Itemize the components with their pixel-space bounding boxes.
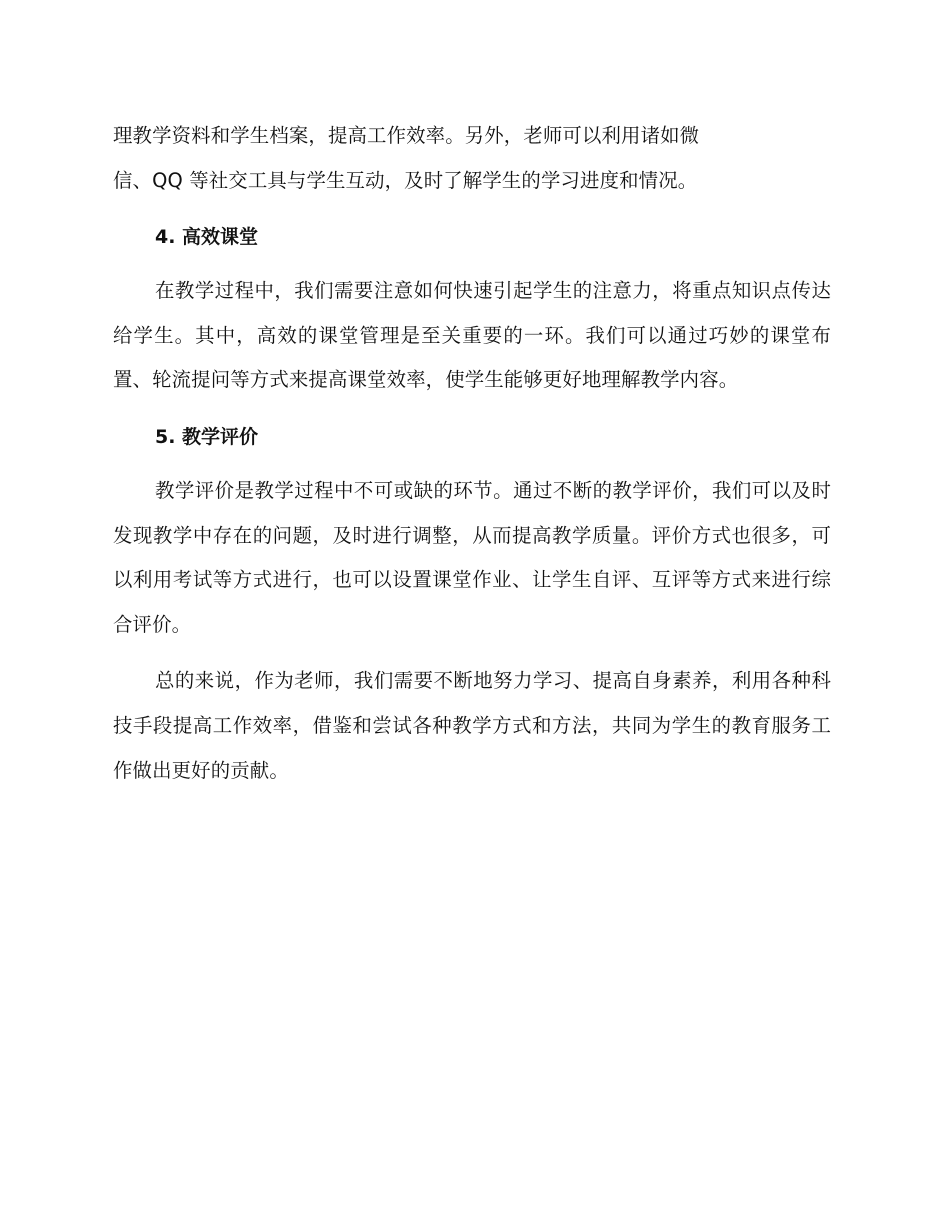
conclusion-paragraph: 总的来说，作为老师，我们需要不断地努力学习、提高自身素养，利用各种科技手段提高工作效率，借鉴和尝试各种教学方式和方法，共同为学生的教育服务工作做出更好的贡献。 — [113, 669, 831, 782]
section-5-heading: 5. 教学评价 — [155, 425, 259, 448]
intro-paragraph-line-1: 理教学资料和学生档案，提高工作效率。另外，老师可以利用诸如微 — [113, 124, 700, 147]
intro-paragraph — [113, 114, 831, 203]
section-5-paragraph: 教学评价是教学过程中不可或缺的环节。通过不断的教学评价，我们可以及时发现教学中存在的问题，及时进行调整，从而提高教学质量。评价方式也很多，可以利用考试等方式进行，也可以设置课堂作业、让学生自评、互评等方式来进行综合评价。 — [113, 478, 831, 636]
section-4-heading: 4. 高效课堂 — [155, 226, 259, 249]
document-body — [113, 114, 831, 793]
intro-paragraph-line-2: 信、QQ 等社交工具与学生互动，及时了解学生的学习进度和情况。 — [113, 168, 698, 192]
section-4-paragraph: 在教学过程中，我们需要注意如何快速引起学生的注意力，将重点知识点传达给学生。其中，高效的课堂管理是至关重要的一环。我们可以通过巧妙的课堂布置、轮流提问等方式来提高课堂效率，使学生能够更好地理解教学内容。 — [113, 279, 831, 392]
